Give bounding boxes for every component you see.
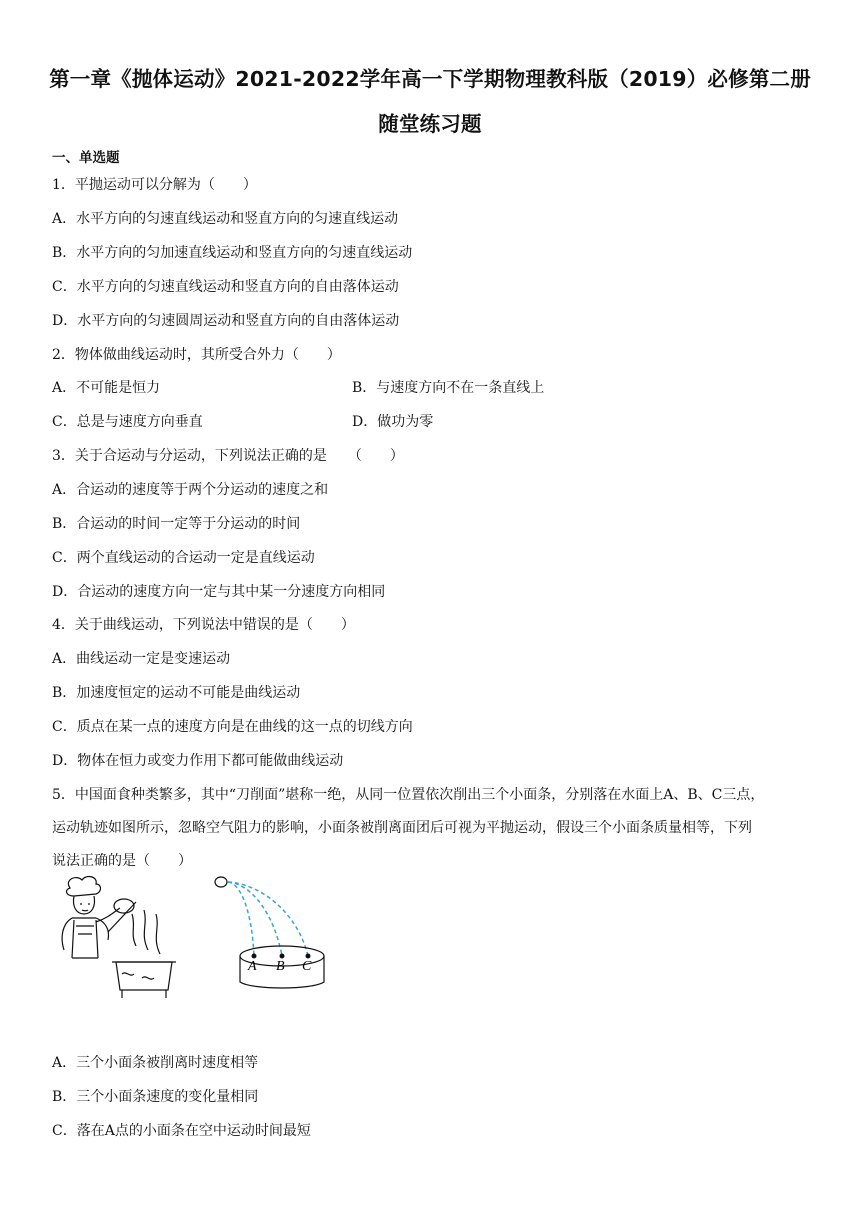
question-2-option-a: A．不可能是恒力 [52,380,161,396]
point-c-marker [306,954,311,959]
question-2-option-b: B．与速度方向不在一条直线上 [352,380,545,396]
question-1-option-a: A．水平方向的匀速直线运动和竖直方向的匀速直线运动 [52,211,399,227]
title-line-2: 随堂练习题 [378,112,482,136]
chef-drawing [62,877,176,998]
question-4-option-a: A．曲线运动一定是变速运动 [52,651,231,667]
question-5-option-c: C．落在A点的小面条在空中运动时间最短 [52,1123,311,1139]
question-3-stem: 3．关于合运动与分运动，下列说法正确的是 （ ） [52,448,404,464]
dough-ball [215,877,227,887]
question-5-option-b: B．三个小面条速度的变化量相同 [52,1089,259,1105]
question-4-stem: 4．关于曲线运动，下列说法中错误的是（ ） [52,617,355,633]
question-1-option-d: D．水平方向的匀速圆周运动和竖直方向的自由落体运动 [52,313,400,329]
question-5-stem-line-3: 说法正确的是（ ） [52,853,192,869]
question-2-option-c: C．总是与速度方向垂直 [52,414,203,430]
question-3-option-d: D．合运动的速度方向一定与其中某一分速度方向相同 [52,584,386,600]
point-b-label: B [276,959,285,974]
question-3-option-b: B．合运动的时间一定等于分运动的时间 [52,516,301,532]
section-heading: 一、单选题 [52,150,120,166]
noodle-figure [52,874,352,1008]
question-4-option-d: D．物体在恒力或变力作用下都可能做曲线运动 [52,753,344,769]
question-2-option-d: D．做功为零 [352,414,434,430]
point-a-marker [252,954,257,959]
question-1-stem: 1．平抛运动可以分解为（ ） [52,177,257,193]
question-3-option-a: A．合运动的速度等于两个分运动的速度之和 [52,482,329,498]
noodle-illustration [52,874,352,1004]
point-b-marker [280,954,285,959]
question-4-option-c: C．质点在某一点的速度方向是在曲线的这一点的切线方向 [52,719,413,735]
question-5-stem-line-1: 5．中国面食种类繁多，其中“刀削面”堪称一绝，从同一位置依次削出三个小面条，分别落在水面上A、B、C三点， [52,787,765,803]
question-2-stem: 2．物体做曲线运动时，其所受合外力（ ） [52,347,341,363]
question-3-option-c: C．两个直线运动的合运动一定是直线运动 [52,550,315,566]
question-5-option-a: A．三个小面条被削离时速度相等 [52,1055,259,1071]
point-a-label: A [248,959,257,974]
question-5-stem-line-2: 运动轨迹如图所示，忽略空气阻力的影响，小面条被削离面团后可视为平抛运动，假设三个小面条质量相等，下列 [52,820,752,836]
point-c-label: C [302,959,312,974]
question-1-option-c: C．水平方向的匀速直线运动和竖直方向的自由落体运动 [52,279,399,295]
question-1-option-b: B．水平方向的匀加速直线运动和竖直方向的匀速直线运动 [52,245,413,261]
title-line-1: 第一章《抛体运动》2021-2022学年高一下学期物理教科版（2019）必修第二册 [49,67,811,91]
trajectory-lines [228,882,308,956]
question-4-option-b: B．加速度恒定的运动不可能是曲线运动 [52,685,301,701]
